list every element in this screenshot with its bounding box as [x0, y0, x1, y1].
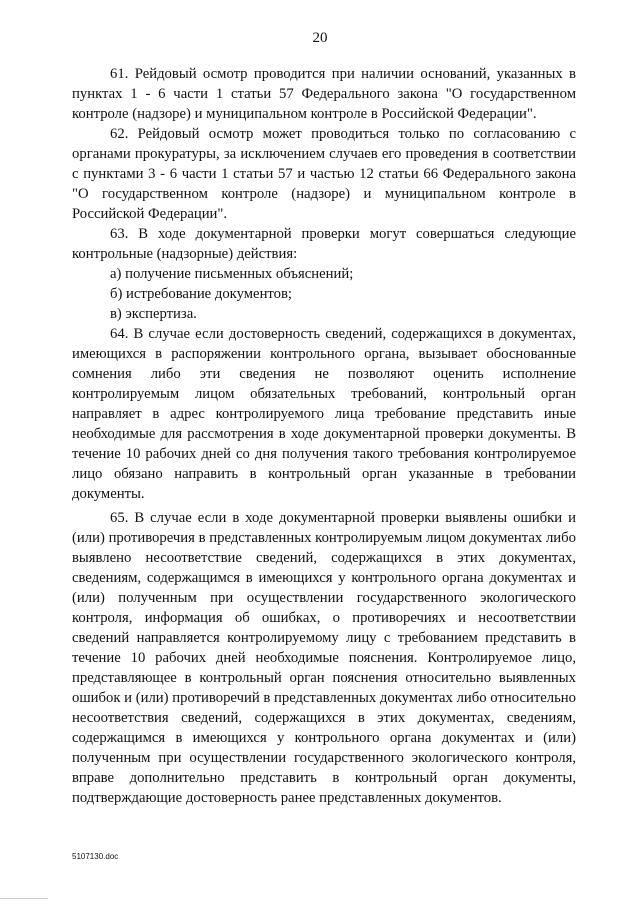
page-number: 20: [312, 30, 328, 46]
paragraph-61: 61. Рейдовый осмотр проводится при наличии оснований, указанных в пунктах 1 - 6 части 1 статьи 57 Федерального закона "О государственном контроле (надзоре) и муниципальном контроле в Российской Федерации".: [72, 66, 576, 122]
paragraph-63: 63. В ходе документарной проверки могут совершаться следующие контрольные (надзорные) действия:: [72, 226, 576, 262]
list-item-a: а) получение письменных объяснений;: [110, 266, 354, 282]
document-body: [72, 64, 576, 808]
list-item-b: б) истребование документов;: [110, 286, 293, 302]
paragraph-62: 62. Рейдовый осмотр может проводиться только по согласованию с органами прокуратуры, за исключением случаев его проведения в соответствии с пунктами 3 - 6 части 1 статьи 57 и частью 12 статьи 66 Федерального закона "О государственном контроле (надзоре) и муниципальном контроле в Российской Федерации".: [72, 126, 576, 222]
footer-filename: 5107130.doc: [72, 852, 119, 861]
paragraph-65: 65. В случае если в ходе документарной проверки выявлены ошибки и (или) противоречия в представленных контролируемым лицом документах либо выявлено несоответствие сведений, содержащихся в этих документах, сведениям, содержащимся в имеющихся у контрольного органа документах и (или) полученным при осуществлении государственного экологического контроля, информация об ошибках, о противоречиях и несоответствии сведений направляется контролируемому лицу с требованием представить в течение 10 рабочих дней необходимые пояснения. Контролируемое лицо, представляющее в контрольный орган пояснения относительно выявленных ошибок и (или) противоречий в представленных документах либо относительно несоответствия сведений, содержащихся в этих документах, сведениям, содержащимся в имеющихся у контрольного органа документах и (или) полученным при осуществлении государственного экологического контроля, вправе дополнительно представить в контрольный орган документы, подтверждающие достоверность ранее представленных документов.: [72, 510, 576, 806]
paragraph-64: 64. В случае если достоверность сведений, содержащихся в документах, имеющихся в распоряжении контрольного органа, вызывает обоснованные сомнения либо эти сведения не позволяют оценить исполнение контролируемым лицом обязательных требований, контрольный орган направляет в адрес контролируемого лица требование представить иные необходимые для рассмотрения в ходе документарной проверки документы. В течение 10 рабочих дней со дня получения такого требования контролируемое лицо обязано направить в контрольный орган указанные в требовании документы.: [72, 326, 576, 502]
list-item-c: в) экспертиза.: [110, 306, 197, 322]
